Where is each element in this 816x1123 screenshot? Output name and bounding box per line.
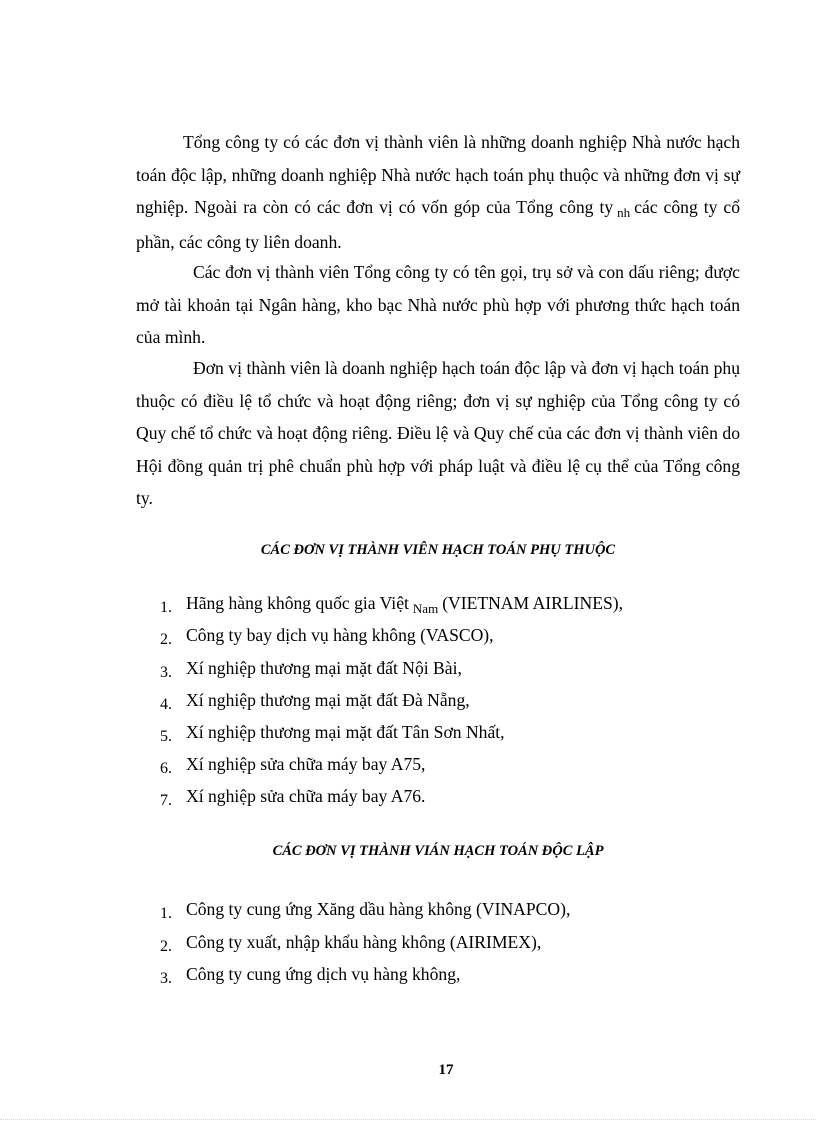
paragraph-names-seals: Các đơn vị thành viên Tổng công ty có tên gọi, trụ sở và con dấu riêng; được mở tài khoản tại Ngân hàng, kho bạc Nhà nước phù hợp với phương thức hạch toán của mình. [136,262,740,347]
list-number: 2. [160,938,172,955]
list-number: 1. [160,599,172,616]
list-text-part: (VIETNAM AIRLINES), [442,593,623,613]
section-heading-independent: CÁC ĐƠN VỊ THÀNH VIÁN HẠCH TOÁN ĐỘC LẬP [272,843,604,859]
list-text: Công ty xuất, nhập khẩu hàng không (AIRIMEX), [186,932,542,952]
subscript-fragment: nh [617,205,631,220]
list-text: Công ty bay dịch vụ hàng không (VASCO), [186,625,494,645]
list-text: Công ty cung ứng dịch vụ hàng không, [186,964,461,984]
list-number: 2. [160,631,172,648]
list-text-part: Hãng hàng không quốc gia Việt [186,593,409,613]
paragraph-text: các công ty cổ phần, các công ty liên doanh. [136,197,740,252]
page-bottom-divider [0,1119,816,1120]
list-text: Xí nghiệp thương mại mặt đất Nội Bài, [186,658,462,678]
page-number: 17 [438,1062,454,1078]
list-text: Xí nghiệp thương mại mặt đất Tân Sơn Nhất, [186,722,505,742]
list-text: Công ty cung ứng Xăng dầu hàng không (VINAPCO), [186,899,571,919]
section-heading-dependent: CÁC ĐƠN VỊ THÀNH VIÊN HẠCH TOÁN PHỤ THUỘC [260,542,616,558]
list-text: Xí nghiệp thương mại mặt đất Đà Nẵng, [186,690,470,710]
list-text: Xí nghiệp sửa chữa máy bay A76. [186,786,426,806]
paragraph-member-units [136,126,740,258]
list-number: 6. [160,760,172,777]
list-number: 3. [160,970,172,987]
list-text: Xí nghiệp sửa chữa máy bay A75, [186,754,426,774]
list-number: 7. [160,792,172,809]
list-number: 5. [160,728,172,745]
list-number: 1. [160,905,172,922]
paragraph-text: Tổng công ty có các đơn vị thành viên là những doanh nghiệp Nhà nước hạch toán độc lập, những doanh nghiệp Nhà nước hạch toán phụ thuộc và những đơn vị sự nghiệp. Ngoài ra còn có các đơn vị có vốn góp của Tổng công ty [136,132,740,217]
subscript-fragment: Nam [412,601,439,616]
list-number: 3. [160,664,172,681]
paragraph-charters: Đơn vị thành viên là doanh nghiệp hạch toán độc lập và đơn vị hạch toán phụ thuộc có điều lệ tổ chức và hoạt động riêng; đơn vị sự nghiệp của Tổng công ty có Quy chế tổ chức và hoạt động riêng. Điều lệ và Quy chế của các đơn vị thành viên do Hội đồng quản trị phê chuẩn phù hợp với pháp luật và điều lệ cụ thể của Tổng công ty. [136,358,740,508]
list-number: 4. [160,696,172,713]
list-text [186,592,623,616]
